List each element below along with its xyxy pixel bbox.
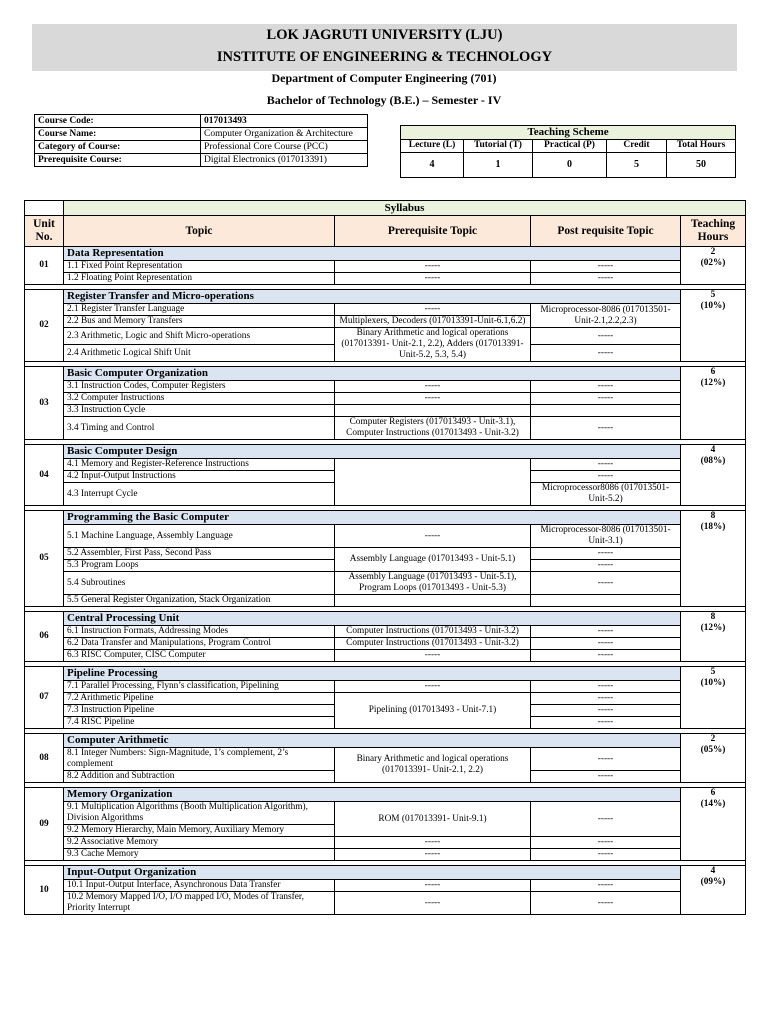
unit-hours-percent: (18%) (700, 522, 726, 532)
course-category-label: Category of Course: (35, 141, 201, 154)
unit-hours-percent: (14%) (700, 799, 726, 809)
unit-hours-value: 5 (710, 290, 716, 300)
unit-number: 05 (25, 511, 64, 607)
unit-hours (681, 367, 746, 440)
unit-hours-percent: (10%) (700, 678, 726, 688)
course-category-value: Professional Core Course (PCC) (201, 141, 368, 154)
unit-hours-percent: (08%) (700, 456, 726, 466)
prerequisite-cell: ----- (335, 892, 531, 915)
unit-hours-value: 2 (710, 247, 716, 257)
post-requisite-cell: ----- (531, 693, 681, 705)
unit-hours-percent: (10%) (700, 301, 726, 311)
topic-row (25, 572, 746, 595)
post-requisite-cell: ----- (531, 849, 681, 861)
institute-name: INSTITUTE OF ENGINEERING & TECHNOLOGY (216, 49, 553, 65)
topic-cell: 5.4 Subroutines (64, 572, 335, 595)
post-requisite-cell: ----- (531, 705, 681, 717)
header-topic: Topic (64, 216, 335, 247)
prerequisite-cell: ----- (335, 393, 531, 405)
topic-cell: 3.2 Computer Instructions (64, 393, 335, 405)
post-requisite-cell: ----- (531, 771, 681, 783)
prerequisite-cell: Assembly Language (017013493 - Unit-5.1), Program Loops (017013493 - Unit-5.3) (335, 572, 531, 595)
post-requisite-cell: Microprocessor8086 (017013501-Unit-5.2) (531, 483, 681, 506)
unit-title-row (25, 866, 746, 880)
topic-cell: 9.2 Associative Memory (64, 837, 335, 849)
prerequisite-cell: ----- (335, 849, 531, 861)
post-requisite-cell: ----- (531, 837, 681, 849)
topic-row (25, 548, 746, 560)
topic-row (25, 525, 746, 548)
post-requisite-cell: ----- (531, 638, 681, 650)
unit-number: 06 (25, 612, 64, 662)
post-requisite-cell: ----- (531, 748, 681, 771)
unit-hours-value: 4 (710, 445, 716, 455)
unit-title-row (25, 612, 746, 626)
topic-cell: 4.1 Memory and Register-Reference Instructions (64, 459, 335, 471)
topic-cell: 2.2 Bus and Memory Transfers (64, 316, 335, 328)
course-name-value: Computer Organization & Architecture (201, 128, 368, 141)
unit-title-row (25, 290, 746, 304)
unit-hours (681, 667, 746, 729)
unit-title: Basic Computer Design (64, 445, 681, 459)
topic-row (25, 802, 746, 825)
post-requisite-cell: ----- (531, 892, 681, 915)
topic-cell: 10.2 Memory Mapped I/O, I/O mapped I/O, Modes of Transfer, Priority Interrupt (64, 892, 335, 915)
prerequisite-cell: ----- (335, 880, 531, 892)
topic-cell: 1.1 Fixed Point Representation (64, 261, 335, 273)
topic-cell: 6.1 Instruction Formats, Addressing Modes (64, 626, 335, 638)
scheme-header: Lecture (L) (401, 140, 464, 153)
unit-hours-value: 4 (710, 866, 716, 876)
post-requisite-cell: ----- (531, 802, 681, 837)
unit-title: Basic Computer Organization (64, 367, 681, 381)
course-prereq-label: Prerequisite Course: (35, 154, 201, 167)
topic-row (25, 748, 746, 771)
syllabus-table (24, 200, 746, 915)
post-requisite-cell: ----- (531, 393, 681, 405)
unit-title-row (25, 734, 746, 748)
unit-hours (681, 788, 746, 861)
prerequisite-cell: ----- (335, 681, 531, 693)
topic-cell: 4.3 Interrupt Cycle (64, 483, 335, 506)
topic-row (25, 328, 746, 345)
topic-row (25, 837, 746, 849)
unit-hours-value: 6 (710, 367, 716, 377)
prerequisite-cell: Computer Instructions (017013493 - Unit-3.2) (335, 626, 531, 638)
topic-cell: 3.4 Timing and Control (64, 417, 335, 440)
topic-cell: 6.2 Data Transfer and Manipulations, Program Control (64, 638, 335, 650)
post-requisite-cell: Microprocessor-8086 (017013501- Unit-2.1,2.2,2.3) (531, 304, 681, 328)
unit-title-row (25, 667, 746, 681)
topic-cell: 6.3 RISC Computer, CISC Computer (64, 650, 335, 662)
topic-cell: 5.1 Machine Language, Assembly Language (64, 525, 335, 548)
post-requisite-cell: ----- (531, 417, 681, 440)
prerequisite-cell: Binary Arithmetic and logical operations (017013391- Unit-2.1, 2.2) (335, 748, 531, 783)
unit-number: 08 (25, 734, 64, 783)
topic-row (25, 417, 746, 440)
unit-hours-value: 8 (710, 612, 716, 622)
unit-number: 10 (25, 866, 64, 915)
unit-number: 03 (25, 367, 64, 440)
prerequisite-cell: Computer Registers (017013493 - Unit-3.1), Computer Instructions (017013493 - Unit-3.2) (335, 417, 531, 440)
unit-title-row (25, 367, 746, 381)
topic-row (25, 693, 746, 705)
post-requisite-cell: ----- (531, 717, 681, 729)
scheme-header: Total Hours (667, 140, 736, 153)
topic-cell: 9.2 Memory Hierarchy, Main Memory, Auxiliary Memory (64, 825, 335, 837)
topic-cell: 7.4 RISC Pipeline (64, 717, 335, 729)
unit-title-row (25, 511, 746, 525)
topic-cell: 7.1 Parallel Processing, Flynn’s classification, Pipelining (64, 681, 335, 693)
unit-title: Central Processing Unit (64, 612, 681, 626)
prerequisite-cell: ----- (335, 837, 531, 849)
topic-row (25, 892, 746, 915)
unit-hours (681, 445, 746, 506)
unit-number: 04 (25, 445, 64, 506)
topic-cell: 9.1 Multiplication Algorithms (Booth Multiplication Algorithm), Division Algorithms (64, 802, 335, 825)
topic-row (25, 304, 746, 316)
unit-hours (681, 247, 746, 285)
unit-hours-percent: (12%) (700, 623, 726, 633)
post-requisite-cell (531, 405, 681, 417)
prerequisite-cell: ----- (335, 261, 531, 273)
post-requisite-cell: ----- (531, 572, 681, 595)
topic-cell: 5.5 General Register Organization, Stack Organization (64, 595, 335, 607)
topic-row (25, 650, 746, 662)
topic-cell: 2.4 Arithmetic Logical Shift Unit (64, 345, 335, 362)
post-requisite-cell: ----- (531, 681, 681, 693)
unit-number: 01 (25, 247, 64, 285)
post-requisite-cell: ----- (531, 328, 681, 345)
topic-cell: 5.3 Program Loops (64, 560, 335, 572)
topic-row (25, 273, 746, 285)
prerequisite-cell: ----- (335, 525, 531, 548)
topic-row (25, 405, 746, 417)
topic-cell: 5.2 Assembler, First Pass, Second Pass (64, 548, 335, 560)
university-header-banner (32, 24, 737, 71)
unit-title-row (25, 788, 746, 802)
department-name: Department of Computer Engineering (701) (271, 71, 497, 85)
prerequisite-cell: Multiplexers, Decoders (017013391-Unit-6.1,6.2) (335, 316, 531, 328)
post-requisite-cell: ----- (531, 261, 681, 273)
topic-cell: 7.2 Arithmetic Pipeline (64, 693, 335, 705)
topic-row (25, 681, 746, 693)
topic-cell: 10.1 Input-Output Interface, Asynchronous Data Transfer (64, 880, 335, 892)
prerequisite-cell: Computer Instructions (017013493 - Unit-3.2) (335, 638, 531, 650)
course-code-value: 017013493 (201, 115, 368, 128)
topic-row (25, 459, 746, 471)
post-requisite-cell: ----- (531, 560, 681, 572)
post-requisite-cell: ----- (531, 381, 681, 393)
post-requisite-cell: ----- (531, 345, 681, 362)
unit-number: 07 (25, 667, 64, 729)
post-requisite-cell: ----- (531, 626, 681, 638)
scheme-value: 5 (607, 152, 667, 177)
unit-hours (681, 866, 746, 915)
unit-hours-value: 2 (710, 734, 716, 744)
unit-title: Data Representation (64, 247, 681, 261)
unit-hours-value: 5 (710, 667, 716, 677)
unit-hours-percent: (12%) (700, 378, 726, 388)
topic-cell: 4.2 Input-Output Instructions (64, 471, 335, 483)
topic-row (25, 261, 746, 273)
unit-number: 09 (25, 788, 64, 861)
topic-cell: 3.3 Instruction Cycle (64, 405, 335, 417)
unit-hours (681, 612, 746, 662)
post-requisite-cell: ----- (531, 650, 681, 662)
topic-cell: 8.2 Addition and Subtraction (64, 771, 335, 783)
unit-number: 02 (25, 290, 64, 362)
teaching-scheme-table (400, 125, 736, 178)
topic-cell: 3.1 Instruction Codes, Computer Registers (64, 381, 335, 393)
post-requisite-cell: ----- (531, 459, 681, 471)
course-prereq-value: Digital Electronics (017013391) (201, 154, 368, 167)
post-requisite-cell: ----- (531, 880, 681, 892)
topic-cell: 2.3 Arithmetic, Logic and Shift Micro-operations (64, 328, 335, 345)
unit-hours-value: 6 (710, 788, 716, 798)
unit-title: Input-Output Organization (64, 866, 681, 880)
prerequisite-cell: Pipelining (017013493 - Unit-7.1) (335, 693, 531, 729)
university-name: LOK JAGRUTI UNIVERSITY (LJU) (266, 27, 503, 43)
scheme-header: Credit (607, 140, 667, 153)
header-post-requisite: Post requisite Topic (531, 216, 681, 247)
topic-row (25, 626, 746, 638)
scheme-value: 1 (464, 152, 533, 177)
teaching-scheme-title: Teaching Scheme (401, 126, 736, 140)
topic-cell: 2.1 Register Transfer Language (64, 304, 335, 316)
prerequisite-cell: ----- (335, 381, 531, 393)
program-name: Bachelor of Technology (B.E.) – Semester - IV (266, 93, 502, 107)
unit-title: Programming the Basic Computer (64, 511, 681, 525)
prerequisite-cell (335, 405, 531, 417)
course-info-table (34, 114, 368, 167)
scheme-value: 4 (401, 152, 464, 177)
topic-row (25, 595, 746, 607)
prerequisite-cell: Assembly Language (017013493 - Unit-5.1) (335, 548, 531, 572)
topic-cell: 7.3 Instruction Pipeline (64, 705, 335, 717)
unit-hours-percent: (09%) (700, 877, 726, 887)
topic-cell: 1.2 Floating Point Representation (64, 273, 335, 285)
unit-hours (681, 511, 746, 607)
topic-cell: 9.3 Cache Memory (64, 849, 335, 861)
prerequisite-cell: ----- (335, 273, 531, 285)
prerequisite-cell (335, 595, 531, 607)
unit-title: Computer Arithmetic (64, 734, 681, 748)
unit-title: Pipeline Processing (64, 667, 681, 681)
post-requisite-cell (531, 595, 681, 607)
post-requisite-cell: ----- (531, 471, 681, 483)
course-code-label: Course Code: (35, 115, 201, 128)
unit-hours-percent: (02%) (700, 258, 726, 268)
prerequisite-cell: Binary Arithmetic and logical operations (017013391- Unit-2.1, 2.2), Adders (017013391-Unit-5.2, 5.3, 5.4) (335, 328, 531, 362)
topic-row (25, 849, 746, 861)
unit-title: Register Transfer and Micro-operations (64, 290, 681, 304)
topic-row (25, 381, 746, 393)
prerequisite-cell (335, 459, 531, 506)
topic-cell: 8.1 Integer Numbers: Sign-Magnitude, 1’s complement, 2’s complement (64, 748, 335, 771)
prerequisite-cell: ----- (335, 650, 531, 662)
header-prerequisite: Prerequisite Topic (335, 216, 531, 247)
scheme-value: 50 (667, 152, 736, 177)
post-requisite-cell: Microprocessor-8086 (017013501-Unit-3.1) (531, 525, 681, 548)
scheme-header: Tutorial (T) (464, 140, 533, 153)
topic-row (25, 638, 746, 650)
scheme-header: Practical (P) (533, 140, 607, 153)
header-unit-no: Unit No. (25, 216, 64, 247)
header-teaching-hours: Teaching Hours (681, 216, 746, 247)
post-requisite-cell: ----- (531, 548, 681, 560)
unit-hours (681, 290, 746, 362)
scheme-value: 0 (533, 152, 607, 177)
course-name-label: Course Name: (35, 128, 201, 141)
unit-hours (681, 734, 746, 783)
unit-title-row (25, 445, 746, 459)
topic-row (25, 880, 746, 892)
unit-title-row (25, 247, 746, 261)
syllabus-title: Syllabus (64, 201, 746, 216)
topic-row (25, 393, 746, 405)
prerequisite-cell: ----- (335, 304, 531, 316)
unit-hours-percent: (05%) (700, 745, 726, 755)
unit-title: Memory Organization (64, 788, 681, 802)
post-requisite-cell: ----- (531, 273, 681, 285)
unit-hours-value: 8 (710, 511, 716, 521)
prerequisite-cell: ROM (017013391- Unit-9.1) (335, 802, 531, 837)
